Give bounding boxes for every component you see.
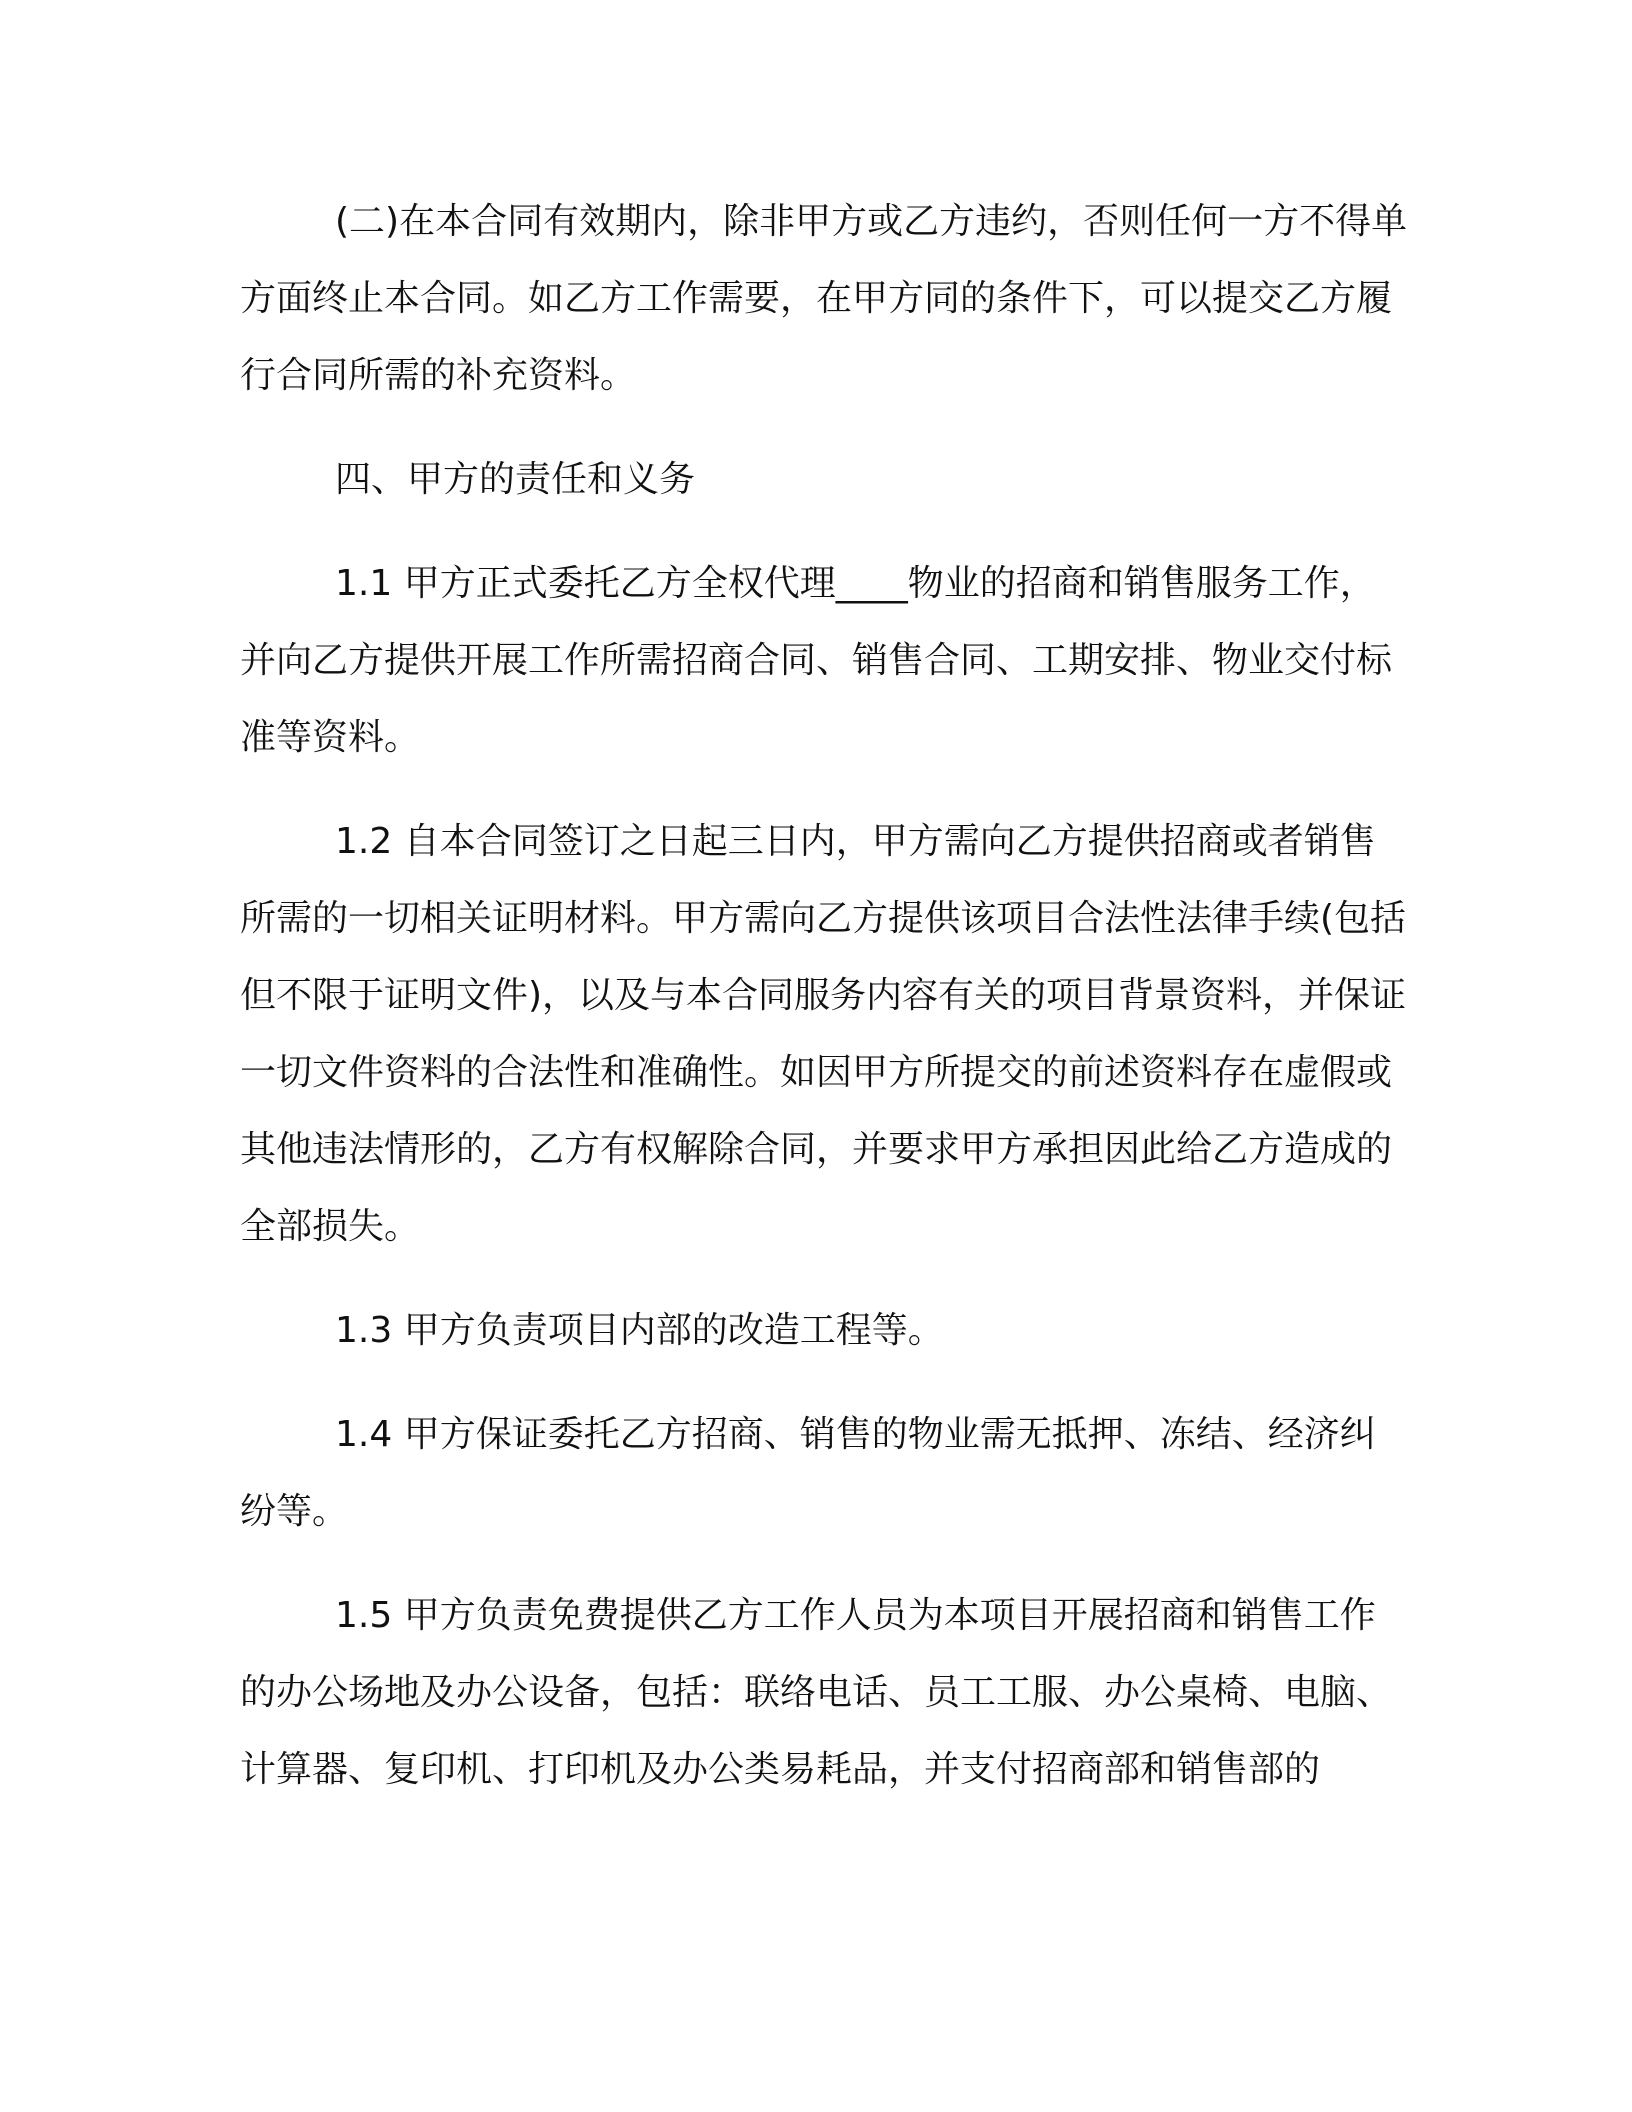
paragraph-clause-1-5: 1.5 甲方负责免费提供乙方工作人员为本项目开展招商和销售工作的办公场地及办公设备，包括：联络电话、员工工服、办公桌椅、电脑、计算器、复印机、打印机及办公类易耗品，并支付招商部和销售部的	[240, 1595, 1393, 1790]
paragraph-clause-1-4: 1.4 甲方保证委托乙方招商、销售的物业需无抵押、冻结、经济纠纷等。	[240, 1414, 1376, 1532]
section-heading: 四、甲方的责任和义务	[335, 459, 696, 500]
document-body	[240, 183, 1410, 1835]
paragraph-clause-1-3: 1.3 甲方负责项目内部的改造工程等。	[335, 1310, 944, 1351]
paragraph-clause-1-1: 1.1 甲方正式委托乙方全权代理____物业的招商和销售服务工作，并向乙方提供开展工作所需招商合同、销售合同、工期安排、物业交付标准等资料。	[240, 563, 1393, 758]
paragraph-clause-2: (二)在本合同有效期内，除非甲方或乙方违约，否则任何一方不得单方面终止本合同。如乙方工作需要，在甲方同的条件下，可以提交乙方履行合同所需的补充资料。	[240, 201, 1408, 396]
paragraph-clause-1-2: 1.2 自本合同签订之日起三日内，甲方需向乙方提供招商或者销售所需的一切相关证明材料。甲方需向乙方提供该项目合法性法律手续(包括但不限于证明文件)，以及与本合同服务内容有关的项目背景资料，并保证一切文件资料的合法性和准确性。如因甲方所提交的前述资料存在虚假或其他违法情形的，乙方有权解除合同，并要求甲方承担因此给乙方造成的全部损失。	[240, 821, 1407, 1247]
